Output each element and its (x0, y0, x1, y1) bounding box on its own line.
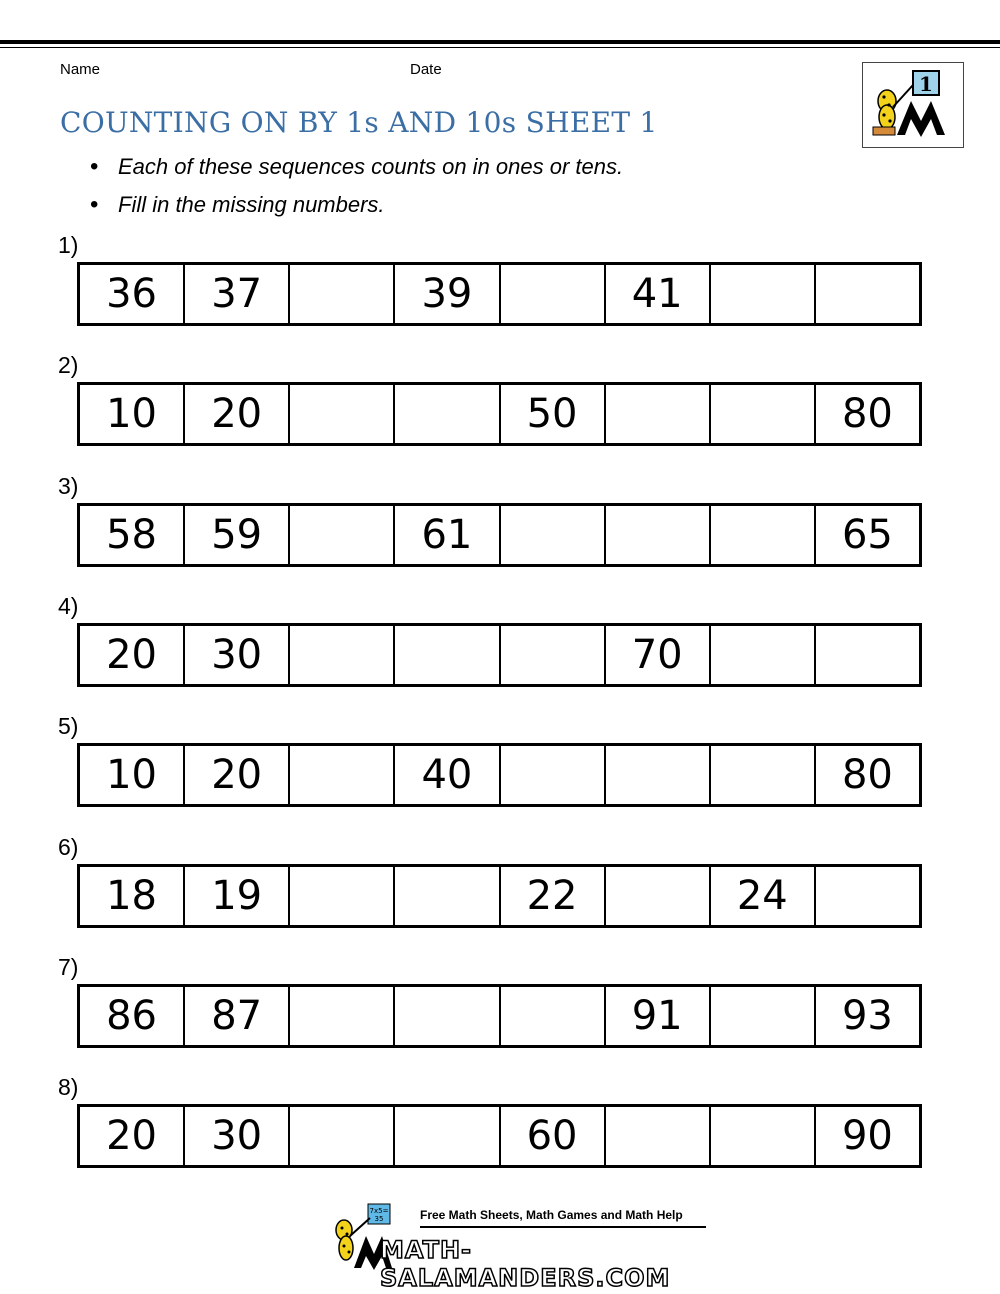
number-cell: 37 (185, 265, 290, 323)
sequence-row (77, 503, 922, 567)
blank-answer-cell[interactable] (606, 385, 711, 443)
number-cell: 22 (501, 867, 606, 925)
question-label: 3) (58, 473, 79, 499)
number-cell: 80 (841, 391, 893, 437)
number-cell: 10 (80, 385, 185, 443)
sequence-row (77, 864, 922, 928)
number-cell: 50 (501, 385, 606, 443)
number-cell: 91 (606, 987, 711, 1045)
number-cell: 93 (841, 993, 893, 1039)
sequence-row (77, 743, 922, 807)
blank-answer-cell[interactable] (816, 626, 919, 684)
blank-answer-cell[interactable] (290, 506, 395, 564)
blank-answer-cell[interactable] (290, 385, 395, 443)
question-label: 8) (58, 1074, 79, 1100)
footer-badge-bottom: 35 (374, 1215, 384, 1223)
footer-logo (328, 1200, 708, 1292)
footer-tagline: Free Math Sheets, Math Games and Math Help (420, 1208, 683, 1222)
number-cell: 59 (185, 506, 290, 564)
blank-answer-cell[interactable] (290, 987, 395, 1045)
number-cell: 65 (841, 512, 893, 558)
blank-answer-cell[interactable] (816, 265, 919, 323)
number-cell: 18 (80, 867, 185, 925)
blank-answer-cell[interactable] (290, 265, 395, 323)
sequence-row (77, 262, 922, 326)
number-cell: 30 (185, 1107, 290, 1165)
number-cell: 60 (501, 1107, 606, 1165)
blank-answer-cell[interactable] (395, 1107, 500, 1165)
blank-answer-cell[interactable] (711, 506, 816, 564)
number-cell: 10 (80, 746, 185, 804)
blank-answer-cell[interactable] (395, 867, 500, 925)
blank-answer-cell[interactable] (606, 506, 711, 564)
blank-answer-cell[interactable] (711, 265, 816, 323)
number-cell: 20 (185, 385, 290, 443)
sequence-row (77, 1104, 922, 1168)
sequence-row (77, 382, 922, 446)
number-cell: 24 (711, 867, 816, 925)
number-cell: 20 (185, 746, 290, 804)
blank-answer-cell[interactable] (711, 626, 816, 684)
date-label: Date (410, 61, 442, 78)
salamander-logo (862, 62, 964, 148)
blank-answer-cell[interactable] (290, 746, 395, 804)
blank-answer-cell[interactable] (501, 506, 606, 564)
number-cell: 86 (80, 987, 185, 1045)
number-cell: 36 (80, 265, 185, 323)
number-cell: 87 (185, 987, 290, 1045)
number-cell: 90 (841, 1113, 893, 1159)
instructions-list (90, 152, 623, 228)
number-cell: 20 (80, 626, 185, 684)
blank-answer-cell[interactable] (711, 746, 816, 804)
number-cell: 40 (395, 746, 500, 804)
blank-answer-cell[interactable] (816, 867, 919, 925)
blank-answer-cell[interactable] (290, 867, 395, 925)
top-rule-thin (0, 47, 1000, 48)
blank-answer-cell[interactable] (606, 867, 711, 925)
number-cell: 61 (395, 506, 500, 564)
number-cell: 39 (395, 265, 500, 323)
blank-answer-cell[interactable] (606, 746, 711, 804)
blank-answer-cell[interactable] (395, 626, 500, 684)
blank-answer-cell[interactable] (395, 385, 500, 443)
question-label: 4) (58, 593, 79, 619)
name-label: Name (60, 61, 101, 78)
blank-answer-cell[interactable] (501, 265, 606, 323)
number-cell: 58 (80, 506, 185, 564)
number-cell: 20 (80, 1107, 185, 1165)
blank-answer-cell[interactable] (501, 746, 606, 804)
question-label: 1) (58, 232, 79, 258)
question-label: 5) (58, 713, 79, 739)
blank-answer-cell[interactable] (501, 626, 606, 684)
number-cell: 41 (606, 265, 711, 323)
number-cell: 19 (185, 867, 290, 925)
question-label: 7) (58, 954, 79, 980)
footer-badge-top: 7x5= (369, 1207, 389, 1215)
logo-badge-number: 1 (919, 72, 933, 96)
instruction-item: • Fill in the missing numbers. (90, 190, 623, 228)
blank-answer-cell[interactable] (290, 626, 395, 684)
number-cell: 70 (606, 626, 711, 684)
question-label: 6) (58, 834, 79, 860)
page-title: COUNTING ON BY 1s AND 10s SHEET 1 (60, 106, 658, 139)
footer-brand: MATH-SALAMANDERS.COM (380, 1236, 671, 1292)
blank-answer-cell[interactable] (290, 1107, 395, 1165)
blank-answer-cell[interactable] (606, 1107, 711, 1165)
sequence-row (77, 984, 922, 1048)
top-rule (0, 40, 1000, 44)
question-label: 2) (58, 352, 79, 378)
salamander-logo-icon (863, 63, 963, 147)
number-cell: 80 (841, 752, 893, 798)
sequence-row (77, 623, 922, 687)
blank-answer-cell[interactable] (501, 987, 606, 1045)
number-cell: 30 (185, 626, 290, 684)
blank-answer-cell[interactable] (711, 987, 816, 1045)
instruction-item: • Each of these sequences counts on in ones or tens. (90, 152, 623, 190)
blank-answer-cell[interactable] (395, 987, 500, 1045)
footer-underline (420, 1226, 706, 1228)
blank-answer-cell[interactable] (711, 1107, 816, 1165)
blank-answer-cell[interactable] (711, 385, 816, 443)
